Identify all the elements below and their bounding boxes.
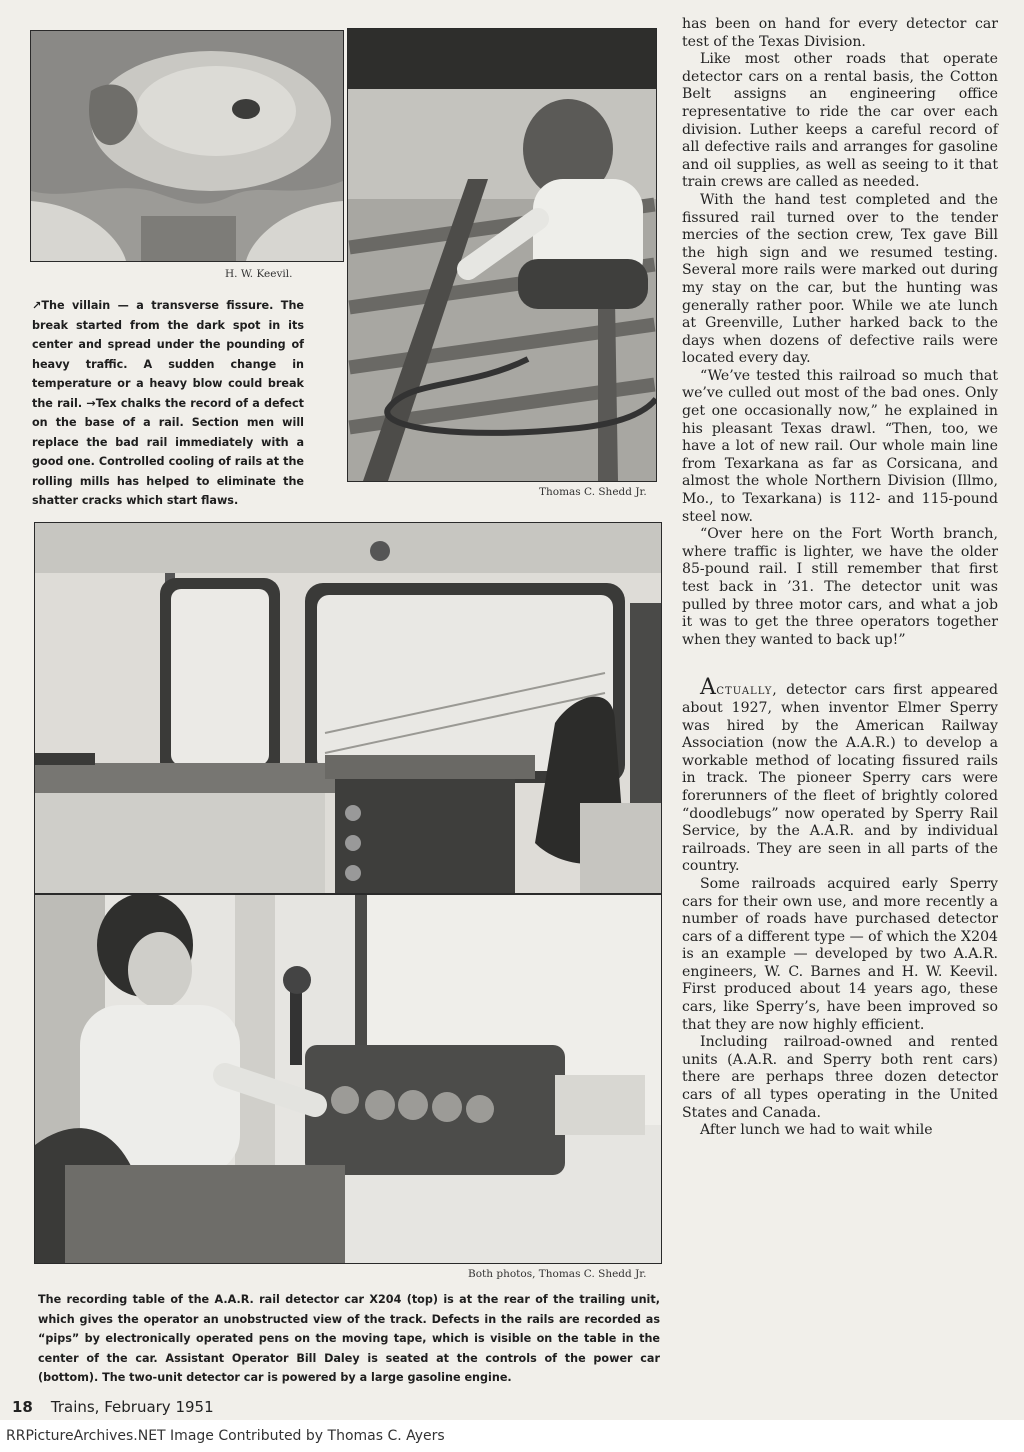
article-p4: “We’ve tested this railroad so much that we’ve culled out most of the bad ones. Only get one occasionally now,” he explained in his pleasant Texas drawl. “Then, too, we have a lot of new rail. Our whole main line from Texarkana as far as Corsicana, and almost the whole Northern Division (Illmo, Mo., to Texarkana) is 112- and 115-pound steel now. [682, 367, 998, 525]
rail-fissure-illustration [31, 31, 343, 261]
caption-bottom [38, 1290, 660, 1388]
archive-credit: RRPictureArchives.NET Image Contributed by Thomas C. Ayers [6, 1428, 445, 1444]
caption-bottom-text: The recording table of the A.A.R. rail detector car X204 (top) is at the rear of the trailing unit, which gives the operator an unobstructed view of the track. Defects in the rails are recorded as “pips” by electronically operated pens on the moving tape, which is visible on the table in the center of the car. Assistant Operator Bill Daley is seated at the controls of the power car (bottom). The two-unit detector car is powered by a large gasoline engine. [38, 1293, 660, 1384]
photo-recording-table [34, 522, 662, 894]
archive-footer [0, 1420, 1024, 1452]
article-p6 [682, 675, 998, 876]
article-p2: Like most other roads that operate detector cars on a rental basis, the Cotton Belt assigns an engineering office representative to ride the car over each division. Luther keeps a careful record of all defective rails and arranges for gasoline and oil supplies, as well as seeing to it that train crews are called as needed. [682, 51, 998, 191]
credit-interior: Both photos, Thomas C. Shedd Jr. [468, 1268, 647, 1280]
article-p7: Some railroads acquired early Sperry cars for their own use, and more recently a number of roads have purchased detector cars of a different type — of which the X204 is an example — developed by two A.A.R. engineers, W. C. Barnes and H. W. Keevil. First produced about 14 years ago, these cars, like Sperry’s, have been improved so that they are now highly efficient. [682, 875, 998, 1033]
article-p1: has been on hand for every detector car test of the Texas Division. [682, 16, 998, 50]
article-p6-dropcap: A [700, 675, 717, 701]
article-p6-lead: ctually, [716, 682, 778, 699]
article-p3: With the hand test completed and the fissured rail turned over to the tender mercies of the section crew, Tex gave Bill the high sign and we resumed testing. Several more rails were marked out during my stay on the car, but the hunting was generally rather poor. While we ate lunch at Greenville, Luther harked back to the days when dozens of defective rails were located every day. [682, 191, 998, 367]
operator-illustration [35, 895, 661, 1263]
photo-tex-chalking [347, 28, 657, 482]
track-scene-illustration [348, 29, 656, 481]
caption-top [32, 296, 304, 511]
magazine-issue: Trains, February 1951 [50, 1398, 214, 1416]
page-number: 18 [12, 1398, 33, 1416]
caption-top-text: ↗The villain — a transverse fissure. The break started from the dark spot in its center and spread under the pounding of heavy traffic. A sudden change in temperature or a heavy blow could break the rail. →Tex chalks the record of a defect on the base of a rail. Section men will replace the bad rail immediately with a good one. Controlled cooling of rails at the rolling mills has helped to eliminate the shatter cracks which start flaws. [32, 299, 304, 507]
folio [12, 1398, 214, 1416]
article-p8: Including railroad-owned and rented units (A.A.R. and Sperry both rent cars) there are perhaps three dozen detector cars of all types operating in the United States and Canada. [682, 1034, 998, 1121]
credit-chalking: Thomas C. Shedd Jr. [539, 486, 647, 498]
photo-operator-controls [34, 894, 662, 1264]
article-p5: “Over here on the Fort Worth branch, where traffic is lighter, we have the older 85-pound rail. I still remember that first test back in ’31. The detector unit was pulled by three motor cars, and what a job it was to get the three operators together when they wanted to back up!” [682, 526, 998, 648]
article-p6-text: detector cars first appeared about 1927, when inventor Elmer Sperry was hired by the American Railway Association (now the A.A.R.) to develop a workable method of locating fissured rails in track. The pioneer Sperry cars were forerunners of the fleet of brightly colored “doodlebugs” now operated by Sperry Rail Service, by the A.A.R. and by individual railroads. They are seen in all parts of the country. [682, 682, 998, 875]
credit-fissure: H. W. Keevil. [225, 268, 293, 280]
photo-rail-fissure [30, 30, 344, 262]
article-column [682, 16, 998, 1140]
recording-table-illustration [35, 523, 661, 893]
article-p9: After lunch we had to wait while [700, 1122, 933, 1139]
